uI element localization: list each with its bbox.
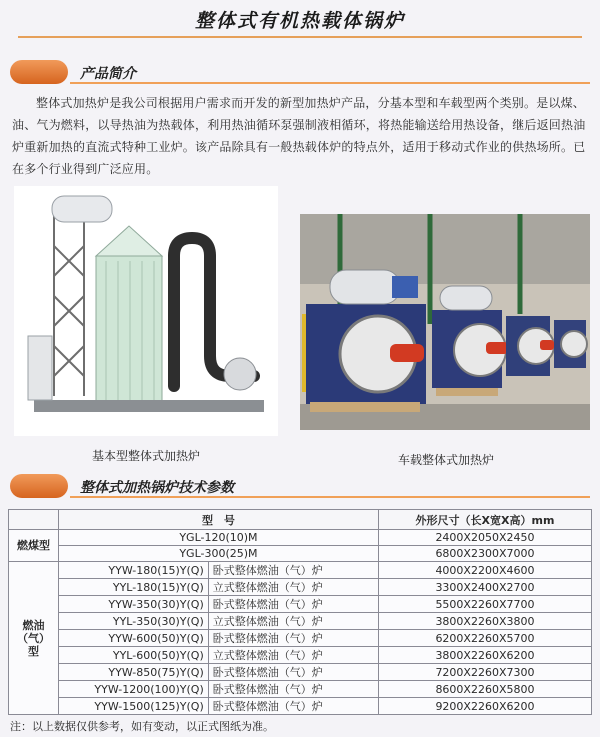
model-cell: YYW-180(15)Y(Q)	[58, 562, 208, 579]
section-rule	[70, 82, 590, 84]
table-row	[9, 630, 592, 647]
type-cell: 立式整体燃油（气）炉	[208, 647, 378, 664]
model-cell: YYL-180(15)Y(Q)	[58, 579, 208, 596]
dims-cell: 2400X2050X2450	[378, 530, 591, 546]
table-row	[9, 562, 592, 579]
spec-table-body	[9, 530, 592, 715]
type-cell: 卧式整体燃油（气）炉	[208, 562, 378, 579]
model-cell: YGL-120(10)M	[58, 530, 378, 546]
type-cell: 卧式整体燃油（气）炉	[208, 630, 378, 647]
dims-cell: 6200X2260X5700	[378, 630, 591, 647]
caption-vehicle-heater: 车载整体式加热炉	[398, 453, 495, 467]
intro-paragraph: 整体式加热炉是我公司根据用户需求而开发的新型加热炉产品，分基本型和车载型两个类别。是以煤、油、气为燃料，以导热油为热载体，利用热油循环泵强制液相循环，将热能输送给用热设备，继后返回热油炉重新加热的直流式特种工业炉。该产品除具有一般热载体炉的特点外，适用于移动式作业的供热场所。已在多个行业得到广泛应用。	[12, 96, 586, 176]
table-row	[9, 579, 592, 596]
table-row	[9, 698, 592, 715]
dims-cell: 4000X2200X4600	[378, 562, 591, 579]
model-cell: YYW-850(75)Y(Q)	[58, 664, 208, 681]
photo-vehicle-heater	[300, 214, 590, 430]
table-row	[9, 664, 592, 681]
dims-cell: 9200X2260X6200	[378, 698, 591, 715]
table-row	[9, 681, 592, 698]
category-coal: 燃煤型	[9, 530, 59, 562]
table-row	[9, 647, 592, 664]
caption-basic-heater: 基本型整体式加热炉	[92, 449, 201, 463]
model-cell: YYW-600(50)Y(Q)	[58, 630, 208, 647]
dims-cell: 3800X2260X3800	[378, 613, 591, 630]
type-cell: 立式整体燃油（气）炉	[208, 613, 378, 630]
model-cell: YYW-350(30)Y(Q)	[58, 596, 208, 613]
header-category	[9, 510, 59, 530]
header-dims: 外形尺寸（长X宽X高）mm	[378, 510, 591, 530]
table-row	[9, 596, 592, 613]
dims-cell: 3300X2400X2700	[378, 579, 591, 596]
table-header-row	[9, 510, 592, 530]
dims-cell: 3800X2260X6200	[378, 647, 591, 664]
basic-heater-illustration	[14, 186, 278, 436]
section-pill-icon	[10, 60, 68, 84]
photo-basic-heater	[14, 186, 278, 436]
footnote: 注：以上数据仅供参考，如有变动，以正式图纸为准。	[10, 720, 274, 733]
model-cell: YYL-350(30)Y(Q)	[58, 613, 208, 630]
model-cell: YYW-1200(100)Y(Q)	[58, 681, 208, 698]
table-row	[9, 613, 592, 630]
section-title-params: 整体式加热锅炉技术参数	[80, 480, 234, 496]
model-cell: YYL-600(50)Y(Q)	[58, 647, 208, 664]
page-title: 整体式有机热载体锅炉	[194, 10, 405, 32]
table-row	[9, 530, 592, 546]
type-cell: 卧式整体燃油（气）炉	[208, 698, 378, 715]
dims-cell: 8600X2260X5800	[378, 681, 591, 698]
header-model: 型 号	[58, 510, 378, 530]
section-title-intro: 产品简介	[80, 66, 136, 82]
section-header-params	[10, 474, 590, 500]
type-cell: 卧式整体燃油（气）炉	[208, 596, 378, 613]
section-header-intro	[10, 60, 590, 86]
type-cell: 卧式整体燃油（气）炉	[208, 681, 378, 698]
dims-cell: 5500X2260X7700	[378, 596, 591, 613]
dims-cell: 7200X2260X7300	[378, 664, 591, 681]
spec-table	[8, 509, 592, 715]
model-cell: YYW-1500(125)Y(Q)	[58, 698, 208, 715]
type-cell: 立式整体燃油（气）炉	[208, 579, 378, 596]
dims-cell: 6800X2300X7000	[378, 546, 591, 562]
category-oil: 燃油（气）型	[9, 562, 59, 715]
title-underline	[18, 36, 582, 38]
type-cell: 卧式整体燃油（气）炉	[208, 664, 378, 681]
vehicle-heater-illustration	[300, 214, 590, 430]
table-row	[9, 546, 592, 562]
model-cell: YGL-300(25)M	[58, 546, 378, 562]
section-pill-icon	[10, 474, 68, 498]
